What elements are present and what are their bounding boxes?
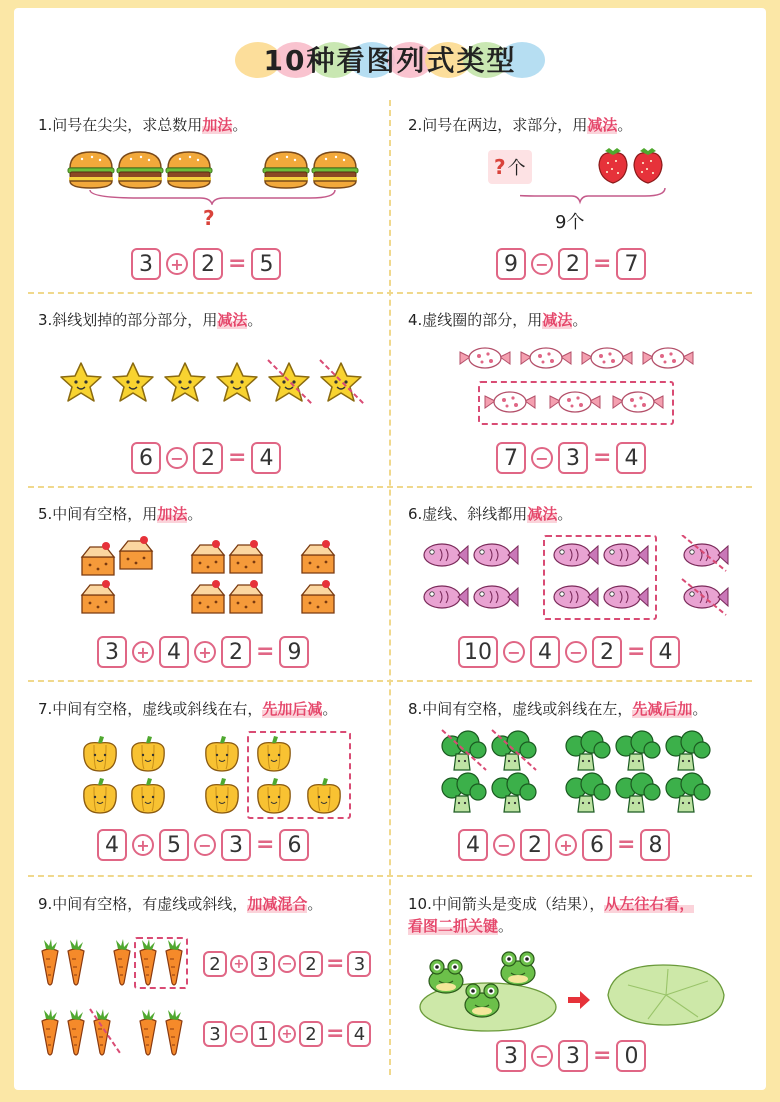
- stars-illustration: [55, 358, 365, 408]
- number-box: 4: [616, 442, 646, 474]
- question-10: 10.中间箭头是变成（结果），从左往右看， 看图二抓关键。: [408, 895, 695, 935]
- number-box: 3: [203, 1021, 227, 1047]
- equation-7: [97, 829, 309, 861]
- column-divider: [389, 100, 391, 1075]
- operator-sign: −: [166, 447, 188, 469]
- operator-sign: +: [194, 641, 216, 663]
- number-box: 4: [97, 829, 127, 861]
- number-box: 3: [221, 829, 251, 861]
- number-box: 0: [616, 1040, 646, 1072]
- equals-sign: =: [326, 1021, 345, 1046]
- operator-sign: −: [194, 834, 216, 856]
- number-box: 2: [221, 636, 251, 668]
- number-box: 9: [279, 636, 309, 668]
- equation-2: [496, 248, 646, 280]
- number-box: 7: [616, 248, 646, 280]
- number-box: 2: [193, 442, 223, 474]
- number-box: 2: [558, 248, 588, 280]
- number-box: 2: [592, 636, 622, 668]
- row-divider: [28, 486, 752, 488]
- question-7: 7.中间有空格，虚线或斜线在右，先加后减。: [38, 700, 338, 718]
- dashed-circle-region: [247, 731, 351, 819]
- number-box: 4: [251, 442, 281, 474]
- operator-sign: +: [230, 955, 248, 973]
- number-box: 3: [347, 951, 371, 977]
- total-label: 9个: [555, 212, 585, 233]
- number-box: 4: [347, 1021, 371, 1047]
- number-box: 3: [558, 1040, 588, 1072]
- row-divider: [28, 292, 752, 294]
- equation-10: [496, 1040, 646, 1072]
- equals-sign: =: [593, 1043, 612, 1068]
- broccoli-illustration: [438, 728, 718, 818]
- equals-sign: =: [593, 445, 612, 470]
- equation-3: [131, 442, 281, 474]
- strawberries-illustration: [520, 140, 700, 215]
- equation-1: [131, 248, 281, 280]
- operator-sign: +: [132, 834, 154, 856]
- number-box: 3: [131, 248, 161, 280]
- number-box: 9: [496, 248, 526, 280]
- question-1: 1.问号在尖尖，求总数用加法。: [38, 116, 248, 134]
- equals-sign: =: [256, 639, 275, 664]
- number-box: 10: [458, 636, 498, 668]
- number-box: 4: [530, 636, 560, 668]
- number-box: 5: [251, 248, 281, 280]
- operator-sign: −: [565, 641, 587, 663]
- equals-sign: =: [617, 832, 636, 857]
- operator-sign: −: [493, 834, 515, 856]
- operator-sign: −: [531, 253, 553, 275]
- row-divider: [28, 680, 752, 682]
- equation-6: [458, 636, 680, 668]
- question-9: 9.中间有空格，有虚线或斜线，加减混合。: [38, 895, 323, 913]
- number-box: 4: [159, 636, 189, 668]
- equation-5: [97, 636, 309, 668]
- number-box: 6: [279, 829, 309, 861]
- row-divider: [28, 875, 752, 877]
- number-box: 3: [496, 1040, 526, 1072]
- number-box: 7: [496, 442, 526, 474]
- number-box: 6: [131, 442, 161, 474]
- dashed-circle-region: [134, 937, 188, 989]
- equals-sign: =: [228, 445, 247, 470]
- dashed-circle-region: [478, 381, 674, 425]
- question-5: 5.中间有空格，用加法。: [38, 505, 203, 523]
- number-box: 1: [251, 1021, 275, 1047]
- number-box: 3: [251, 951, 275, 977]
- question-4: 4.虚线圈的部分，用减法。: [408, 311, 588, 329]
- question-3: 3.斜线划掉的部分部分，用减法。: [38, 311, 263, 329]
- operator-sign: −: [230, 1025, 248, 1043]
- dashed-circle-region: [543, 535, 657, 620]
- equation-8: [458, 829, 670, 861]
- operator-sign: +: [278, 1025, 296, 1043]
- number-box: 4: [458, 829, 488, 861]
- equals-sign: =: [256, 832, 275, 857]
- number-box: 8: [640, 829, 670, 861]
- operator-sign: −: [531, 447, 553, 469]
- equals-sign: =: [593, 251, 612, 276]
- number-box: 3: [558, 442, 588, 474]
- number-box: 2: [203, 951, 227, 977]
- question-mark: ?: [494, 155, 506, 179]
- unit-label: 个: [507, 158, 526, 179]
- equals-sign: =: [627, 639, 646, 664]
- operator-sign: +: [132, 641, 154, 663]
- operator-sign: −: [278, 955, 296, 973]
- page-title: 10种看图列式类型: [263, 44, 517, 77]
- burgers-illustration: [60, 140, 360, 205]
- operator-sign: −: [503, 641, 525, 663]
- equation-4: [496, 442, 646, 474]
- number-box: 4: [650, 636, 680, 668]
- equals-sign: =: [326, 951, 345, 976]
- operator-sign: −: [531, 1045, 553, 1067]
- number-box: 5: [159, 829, 189, 861]
- number-box: 6: [582, 829, 612, 861]
- equation-9a: [203, 951, 371, 977]
- number-box: 2: [193, 248, 223, 280]
- equation-9b: [203, 1021, 371, 1047]
- question-mark: ?: [203, 206, 215, 230]
- question-2: 2.问号在两边，求部分，用减法。: [408, 116, 633, 134]
- number-box: 2: [299, 951, 323, 977]
- number-box: 2: [299, 1021, 323, 1047]
- question-6: 6.虚线、斜线都用减法。: [408, 505, 573, 523]
- operator-sign: +: [166, 253, 188, 275]
- equals-sign: =: [228, 251, 247, 276]
- question-8: 8.中间有空格，虚线或斜线在左，先减后加。: [408, 700, 708, 718]
- number-box: 2: [520, 829, 550, 861]
- number-box: 3: [97, 636, 127, 668]
- frogs-lilypad-illustration: [418, 945, 738, 1035]
- operator-sign: +: [555, 834, 577, 856]
- cakes-illustration: [78, 535, 358, 620]
